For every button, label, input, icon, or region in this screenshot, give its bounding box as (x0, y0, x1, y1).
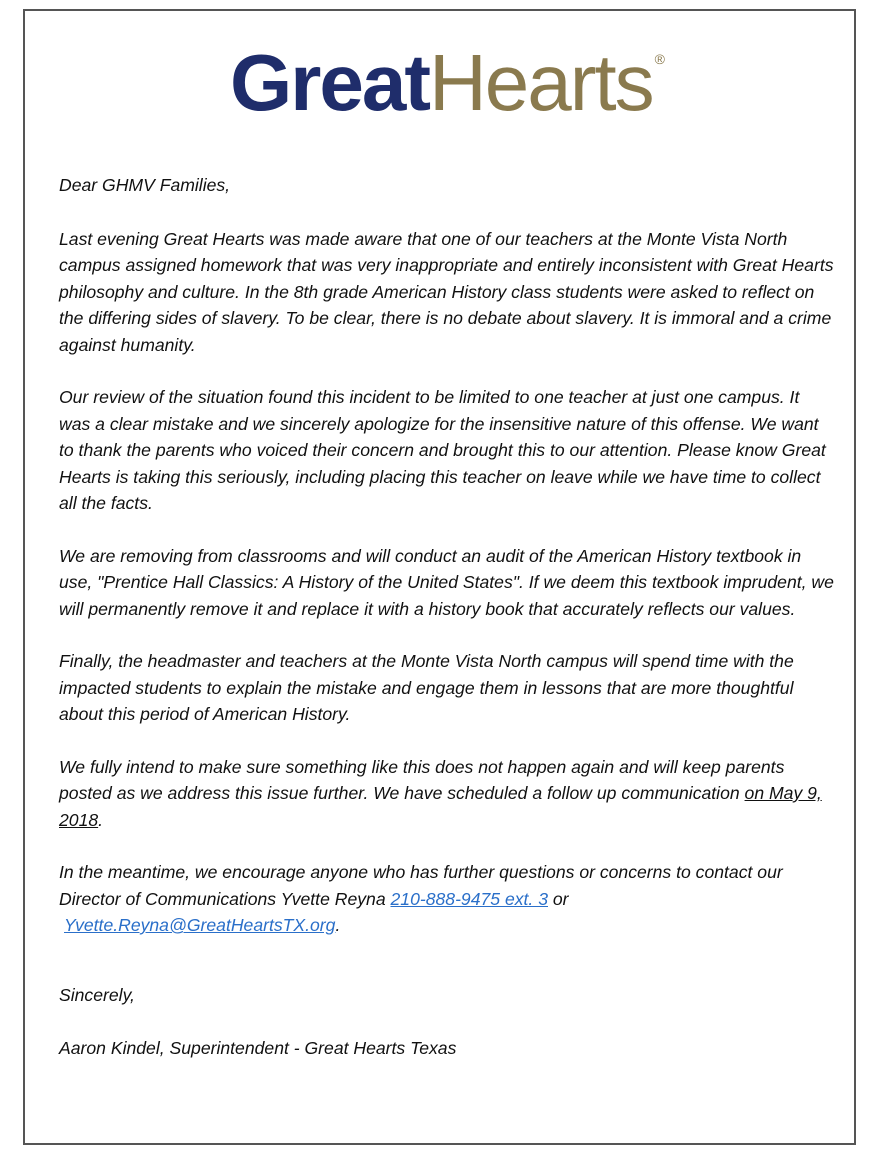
letter-body (59, 172, 834, 1062)
phone-link[interactable]: 210-888-9475 ext. 3 (390, 888, 548, 909)
paragraph-3: We are removing from classrooms and will conduct an audit of the American History textbook in use, "Prentice Hall Classics: A History of the United States". If we deem this textbook imprudent, we will permanently remove it and replace it with a history book that accurately reflects our values. (59, 545, 834, 619)
salutation: Dear GHMV Families, (59, 175, 231, 195)
registered-mark: ® (654, 51, 665, 67)
great-hearts-logo (230, 37, 665, 129)
closing: Sincerely, (59, 984, 135, 1005)
paragraph-6-end: . (335, 915, 341, 935)
logo-text-hearts: Hearts (428, 38, 653, 127)
logo-text-great: Great (230, 38, 429, 127)
paragraph-5-end: . (98, 809, 104, 830)
paragraph-1: Last evening Great Hearts was made aware that one of our teachers at the Monte Vista North campus assigned homework that was very inappropriate and entirely inconsistent with Great Hearts philosophy and culture. In the 8th grade American History class students were asked to reflect on the differing sides of slavery. To be clear, there is no debate about slavery. It is immoral and a crime against humanity. (59, 228, 834, 355)
paragraph-6 (59, 859, 834, 939)
follow-up-date: on May 9, 2018 (59, 783, 822, 830)
signature: Aaron Kindel, Superintendent - Great Hearts Texas (59, 1038, 457, 1058)
paragraph-6-text: In the meantime, we encourage anyone who has further questions or concerns to contact our Director of Communications Yvette Reyna (59, 862, 783, 909)
paragraph-5 (59, 754, 834, 834)
paragraph-4: Finally, the headmaster and teachers at the Monte Vista North campus will spend time with the impacted students to explain the mistake and engage them in lessons that are more thoughtful about this period of American History. (59, 651, 794, 724)
email-link[interactable]: Yvette.Reyna@GreatHeartsTX.org (64, 915, 336, 935)
paragraph-5-text: We fully intend to make sure something like this does not happen again and will keep parents posted as we address this issue further. We have scheduled a follow up communication (59, 756, 785, 803)
paragraph-2: Our review of the situation found this incident to be limited to one teacher at just one campus. It was a clear mistake and we sincerely apologize for the insensitive nature of this offense. We want to thank the parents who voiced their concern and brought this to our attention. Please know Great Hearts is taking this seriously, including placing this teacher on leave while we have time to collect all the facts. (59, 387, 826, 513)
paragraph-6-or: or (548, 888, 569, 909)
